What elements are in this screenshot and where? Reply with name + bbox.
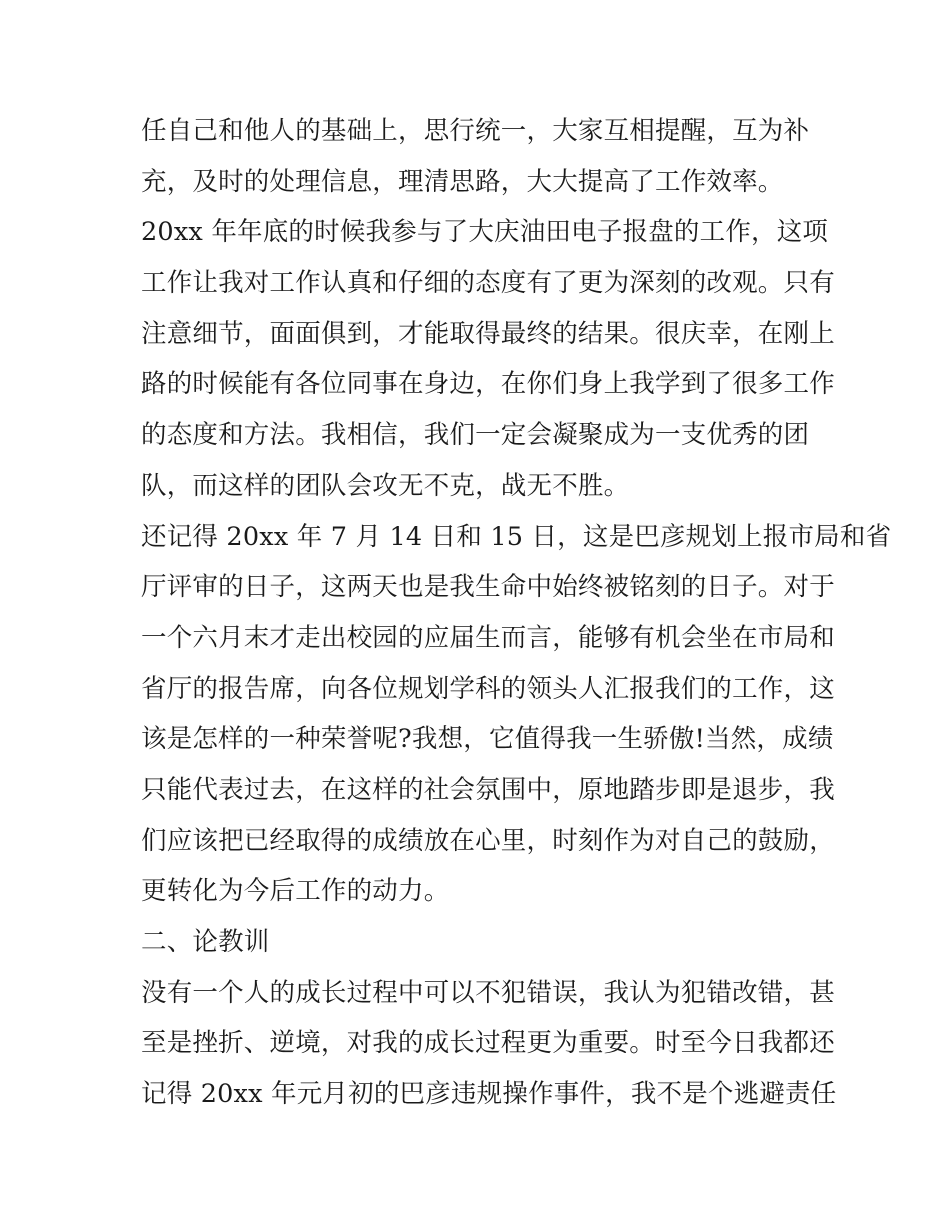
text-line: 20xx 年年底的时候我参与了大庆油田电子报盘的工作，这项	[141, 217, 829, 248]
text-line: 省厅的报告席，向各位规划学科的领头人汇报我们的工作，这	[141, 673, 835, 704]
text-line: 任自己和他人的基础上，思行统一，大家互相提醒，互为补	[141, 116, 810, 146]
text-line: 注意细节，面面俱到，才能取得最终的结果。很庆幸，在刚上	[141, 318, 835, 349]
document-body	[141, 106, 892, 1120]
text-line: 厅评审的日子，这两天也是我生命中始终被铭刻的日子。对于	[141, 572, 835, 603]
text-line: 记得 20xx 年元月初的巴彦违规操作事件，我不是个逃避责任	[141, 1079, 837, 1110]
section-heading: 二、论教训	[141, 927, 270, 957]
text-line: 该是怎样的一种荣誉呢?我想，它值得我一生骄傲!当然，成绩	[141, 724, 834, 755]
text-line: 一个六月末才走出校园的应届生而言，能够有机会坐在市局和	[141, 622, 835, 653]
text-line: 工作让我对工作认真和仔细的态度有了更为深刻的改观。只有	[141, 268, 835, 299]
text-line: 只能代表过去，在这样的社会氛围中，原地踏步即是退步，我	[141, 774, 835, 805]
text-line: 们应该把已经取得的成绩放在心里，时刻作为对自己的鼓励，	[141, 825, 835, 856]
text-line: 队，而这样的团队会攻无不克，战无不胜。	[141, 470, 630, 501]
text-line: 还记得 20xx 年 7 月 14 日和 15 日，这是巴彦规划上报市局和省	[141, 521, 892, 552]
text-line: 没有一个人的成长过程中可以不犯错误，我认为犯错改错，甚	[141, 977, 835, 1008]
text-line: 充，及时的处理信息，理清思路，大大提高了工作效率。	[141, 166, 784, 197]
text-line: 路的时候能有各位同事在身边，在你们身上我学到了很多工作	[141, 369, 835, 400]
text-line: 更转化为今后工作的动力。	[141, 876, 450, 907]
text-line: 的态度和方法。我相信，我们一定会凝聚成为一支优秀的团	[141, 420, 810, 451]
text-line: 至是挫折、逆境，对我的成长过程更为重要。时至今日我都还	[141, 1028, 835, 1059]
